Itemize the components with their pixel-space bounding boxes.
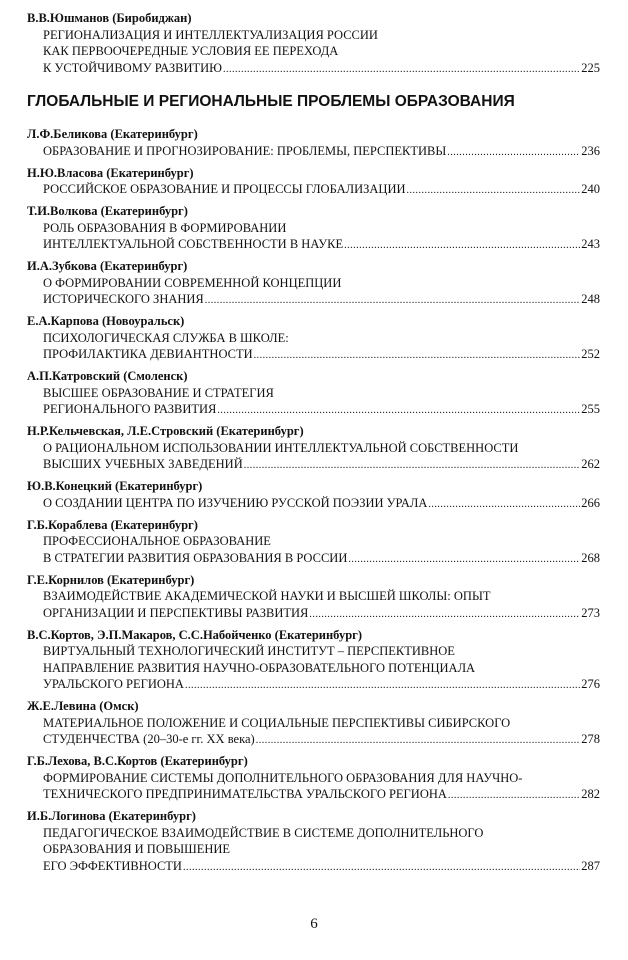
entry-author: Е.А.Карпова (Новоуральск) <box>27 314 185 328</box>
entry-author: И.Б.Логинова (Екатеринбург) <box>27 809 196 823</box>
toc-entry[interactable] <box>27 753 600 803</box>
entry-author: Н.Р.Кельчевская, Л.Е.Стровский (Екатеринбург) <box>27 424 304 438</box>
entry-title-line: ПЕДАГОГИЧЕСКОЕ ВЗАИМОДЕЙСТВИЕ В СИСТЕМЕ ДОПОЛНИТЕЛЬНОГО <box>43 825 484 840</box>
toc-entry[interactable] <box>27 698 600 748</box>
entry-page-number: 273 <box>581 605 600 620</box>
toc-section-entries <box>27 126 600 874</box>
entry-title-text: К УСТОЙЧИВОМУ РАЗВИТИЮ <box>43 60 222 75</box>
entry-title-line: ВЗАИМОДЕЙСТВИЕ АКАДЕМИЧЕСКОЙ НАУКИ И ВЫСШЕЙ ШКОЛЫ: ОПЫТ <box>43 589 491 603</box>
entry-page-number: 248 <box>581 292 600 306</box>
dot-leader <box>205 293 580 310</box>
entry-title-last-line <box>27 495 600 512</box>
entry-author: И.А.Зубкова (Екатеринбург) <box>27 259 188 273</box>
entry-title-text: ПРОФИЛАКТИКА ДЕВИАНТНОСТИ <box>43 347 253 361</box>
entry-title-line: РЕГИОНАЛИЗАЦИЯ И ИНТЕЛЛЕКТУАЛИЗАЦИЯ РОССИИ <box>43 27 378 42</box>
entry-page-number: 268 <box>581 550 600 565</box>
dot-leader <box>217 403 580 420</box>
entry-title-last-line <box>27 401 600 418</box>
entry-title-last-line <box>27 456 600 473</box>
toc-entry[interactable] <box>27 627 600 693</box>
entry-page-number: 266 <box>581 495 600 510</box>
entry-title-text: В СТРАТЕГИИ РАЗВИТИЯ ОБРАЗОВАНИЯ В РОССИИ <box>43 550 348 565</box>
entry-title-text: ИНТЕЛЛЕКТУАЛЬНОЙ СОБСТВЕННОСТИ В НАУКЕ <box>43 237 344 251</box>
entry-page-number: 255 <box>581 402 600 416</box>
entry-title-text: ВЫСШИХ УЧЕБНЫХ ЗАВЕДЕНИЙ <box>43 457 243 471</box>
entry-title-line: ФОРМИРОВАНИЕ СИСТЕМЫ ДОПОЛНИТЕЛЬНОГО ОБРАЗОВАНИЯ ДЛЯ НАУЧНО- <box>43 770 523 785</box>
entry-title-line: ПРОФЕССИОНАЛЬНОЕ ОБРАЗОВАНИЕ <box>43 534 271 548</box>
entry-title-line: О РАЦИОНАЛЬНОМ ИСПОЛЬЗОВАНИИ ИНТЕЛЛЕКТУАЛЬНОЙ СОБСТВЕННОСТИ <box>43 440 519 455</box>
entry-title-text: УРАЛЬСКОГО РЕГИОНА <box>43 677 184 691</box>
entry-title-last-line <box>27 236 600 253</box>
entry-page-number: 282 <box>581 787 600 801</box>
dot-leader <box>309 607 580 624</box>
entry-author: Н.Ю.Власова (Екатеринбург) <box>27 165 194 180</box>
entry-title-text: ИСТОРИЧЕСКОГО ЗНАНИЯ <box>43 292 204 306</box>
toc-entry[interactable] <box>27 423 600 473</box>
entry-author: Л.Ф.Беликова (Екатеринбург) <box>27 127 198 141</box>
entry-title-last-line <box>27 731 600 748</box>
toc-entry[interactable] <box>27 313 600 363</box>
entry-title-line: ОБРАЗОВАНИЯ И ПОВЫШЕНИЕ <box>43 842 231 856</box>
entry-author: В.С.Кортов, Э.П.Макаров, С.С.Набойченко (Екатеринбург) <box>27 627 362 642</box>
toc-entry[interactable] <box>27 478 600 511</box>
entry-title-text: ЕГО ЭФФЕКТИВНОСТИ <box>43 858 182 873</box>
entry-page-number: 262 <box>581 457 600 471</box>
entry-title-last-line <box>27 143 600 160</box>
entry-title-last-line <box>27 346 600 363</box>
entry-title-line: ПСИХОЛОГИЧЕСКАЯ СЛУЖБА В ШКОЛЕ: <box>43 330 289 345</box>
entry-title-last-line <box>27 676 600 693</box>
entry-title-text: РЕГИОНАЛЬНОГО РАЗВИТИЯ <box>43 402 217 416</box>
toc-entry[interactable] <box>27 165 600 198</box>
entry-author: Т.И.Волкова (Екатеринбург) <box>27 204 188 218</box>
toc-entry[interactable] <box>27 203 600 253</box>
dot-leader <box>428 497 580 514</box>
entry-page-number: 225 <box>581 60 600 75</box>
entry-title-line: КАК ПЕРВООЧЕРЕДНЫЕ УСЛОВИЯ ЕЕ ПЕРЕХОДА <box>43 44 339 58</box>
dot-leader <box>447 145 580 162</box>
entry-title-last-line <box>27 858 600 875</box>
entry-page-number: 236 <box>581 143 600 158</box>
dot-leader <box>183 860 580 877</box>
entry-page-number: 276 <box>581 677 600 691</box>
entry-author: Г.Е.Корнилов (Екатеринбург) <box>27 572 195 587</box>
entry-page-number: 278 <box>581 732 600 746</box>
entry-title-line: О ФОРМИРОВАНИИ СОВРЕМЕННОЙ КОНЦЕПЦИИ <box>43 275 342 290</box>
entry-title-line: МАТЕРИАЛЬНОЕ ПОЛОЖЕНИЕ И СОЦИАЛЬНЫЕ ПЕРСПЕКТИВЫ СИБИРСКОГО <box>43 715 511 730</box>
entry-author: Ю.В.Конецкий (Екатеринбург) <box>27 479 203 493</box>
entry-title-last-line <box>27 550 600 567</box>
entry-title-text: О СОЗДАНИИ ЦЕНТРА ПО ИЗУЧЕНИЮ РУССКОЙ ПОЭЗИИ УРАЛА <box>43 495 428 510</box>
entry-title-last-line <box>27 291 600 308</box>
toc-entry[interactable] <box>27 808 600 874</box>
page-number: 6 <box>310 916 318 932</box>
dot-leader <box>254 348 581 365</box>
entry-author: Г.Б.Кораблева (Екатеринбург) <box>27 517 198 532</box>
entry-page-number: 243 <box>581 237 600 251</box>
entry-author: А.П.Катровский (Смоленск) <box>27 369 188 383</box>
entry-page-number: 252 <box>581 347 600 361</box>
entry-author: В.В.Юшманов (Биробиджан) <box>27 11 192 25</box>
entry-title-last-line <box>27 786 600 803</box>
entry-title-text: ОРГАНИЗАЦИИ И ПЕРСПЕКТИВЫ РАЗВИТИЯ <box>43 605 309 620</box>
entry-title-last-line <box>27 60 600 77</box>
entry-title-text: ОБРАЗОВАНИЕ И ПРОГНОЗИРОВАНИЕ: ПРОБЛЕМЫ, ПЕРСПЕКТИВЫ <box>43 143 447 158</box>
entry-title-line: НАПРАВЛЕНИЕ РАЗВИТИЯ НАУЧНО-ОБРАЗОВАТЕЛЬНОГО ПОТЕНЦИАЛА <box>43 660 476 675</box>
section-heading: ГЛОБАЛЬНЫЕ И РЕГИОНАЛЬНЫЕ ПРОБЛЕМЫ ОБРАЗОВАНИЯ <box>27 93 515 110</box>
entry-title-line: РОЛЬ ОБРАЗОВАНИЯ В ФОРМИРОВАНИИ <box>43 220 287 235</box>
dot-leader <box>407 183 581 200</box>
entry-title-line: ВЫСШЕЕ ОБРАЗОВАНИЕ И СТРАТЕГИЯ <box>43 385 274 400</box>
toc-entry[interactable] <box>27 572 600 622</box>
entry-page-number: 287 <box>581 858 600 873</box>
entry-title-text: ТЕХНИЧЕСКОГО ПРЕДПРИНИМАТЕЛЬСТВА УРАЛЬСКОГО РЕГИОНА <box>43 787 447 801</box>
toc-entry[interactable] <box>27 368 600 418</box>
entry-page-number: 240 <box>581 182 600 196</box>
table-of-contents <box>27 10 600 880</box>
entry-author: Г.Б.Лехова, В.С.Кортов (Екатеринбург) <box>27 754 248 768</box>
toc-entry[interactable] <box>27 10 600 76</box>
entry-title-text: РОССИЙСКОЕ ОБРАЗОВАНИЕ И ПРОЦЕССЫ ГЛОБАЛИЗАЦИИ <box>43 182 406 196</box>
dot-leader <box>348 552 580 569</box>
dot-leader <box>223 62 580 79</box>
toc-entry[interactable] <box>27 258 600 308</box>
dot-leader <box>448 788 580 805</box>
entry-title-last-line <box>27 605 600 622</box>
entry-author: Ж.Е.Левина (Омск) <box>27 699 139 713</box>
toc-entry[interactable] <box>27 517 600 567</box>
toc-entry[interactable] <box>27 126 600 159</box>
dot-leader <box>185 678 580 695</box>
dot-leader <box>344 238 580 255</box>
entry-title-line: ВИРТУАЛЬНЫЙ ТЕХНОЛОГИЧЕСКИЙ ИНСТИТУТ – ПЕРСПЕКТИВНОЕ <box>43 644 455 658</box>
entry-title-last-line <box>27 181 600 198</box>
entry-title-text: СТУДЕНЧЕСТВА (20–30-е гг. XX века) <box>43 732 255 746</box>
dot-leader <box>256 733 581 750</box>
dot-leader <box>244 458 581 475</box>
toc-previous-section <box>27 10 600 76</box>
